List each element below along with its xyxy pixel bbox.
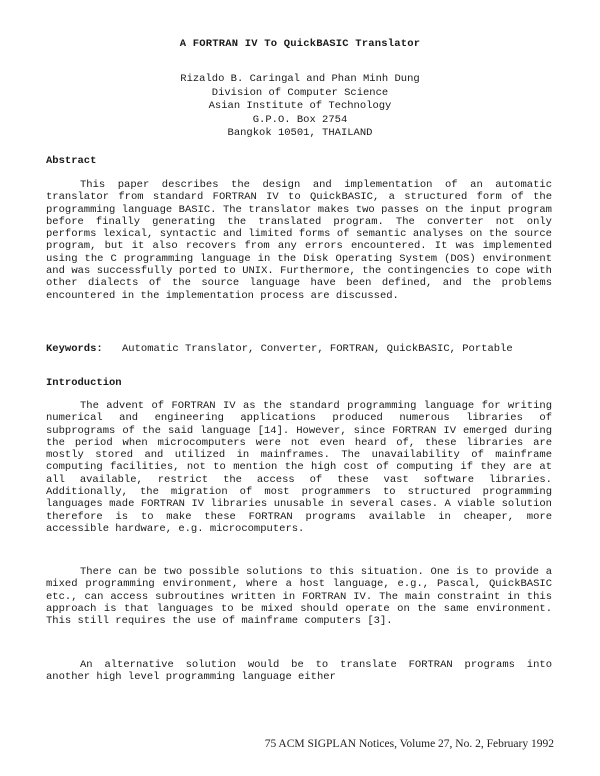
author-division: Division of Computer Science (211, 86, 389, 99)
abstract-heading: Abstract (46, 155, 97, 167)
author-names: Rizaldo B. Caringal and Phan Minh Dung (180, 73, 420, 85)
abstract-text: This paper describes the design and implementation of an automatic translator from standard FORTRAN IV to QuickBASIC, a structured form of the programming language BASIC. The translator makes two passes on the input program before finally generating the translated program. The converter not only performs lexical, syntactic and limited forms of semantic analyses on the source program, but it also recovers from any errors encountered. It was implemented using the C programming language in the Disk Operating System (DOS) environment and was successfully ported to UNIX. Furthermore, the contingencies to cope with other dialects of the source language have been defined, and the problems encountered in the implementation process are discussed. (46, 179, 552, 302)
intro-paragraph-text: There can be two possible solutions to this situation. One is to provide a mixed programming environment, where a host language, e.g., Pascal, QuickBASIC etc., can access subroutines written in FORTRAN IV. The main constraint in this approach is that languages to be mixed should operate on the same environment. This still requires the use of mainframe computers [3]. (46, 566, 552, 628)
keywords-list: Automatic Translator, Converter, FORTRAN, QuickBASIC, Portable (122, 343, 513, 355)
intro-paragraph-3 (46, 659, 552, 684)
abstract-body (46, 179, 552, 302)
author-block (0, 73, 600, 141)
paper-title: A FORTRAN IV To QuickBASIC Translator (179, 38, 421, 50)
intro-paragraph-text: An alternative solution would be to translate FORTRAN programs into another high level programming language either (46, 659, 552, 684)
author-city: Bangkok 10501, THAILAND (227, 127, 373, 139)
keywords-label: Keywords: (46, 343, 103, 355)
intro-paragraph-text: The advent of FORTRAN IV as the standard programming language for writing numerical and engineering applications produced numerous libraries of subprograms of the said language [14]. However, since FORTRAN IV emerged during the period when microcomputers were not even heard of, these libraries are mostly stored and utilized in mainframes. The unavailability of mainframe computing facilities, not to mention the high cost of computing if they are at all available, restrict the access of these vast software libraries. Additionally, the migration of most programmers to structured programming languages made FORTRAN IV libraries unusable in several cases. A viable solution therefore is to make these FORTRAN programs available in cheaper, more accessible hardware, e.g. microcomputers. (46, 400, 552, 535)
intro-paragraph-2 (46, 566, 552, 627)
intro-paragraph-1 (46, 400, 552, 535)
author-box: G.P.O. Box 2754 (252, 113, 348, 126)
author-institute: Asian Institute of Technology (208, 100, 392, 112)
introduction-heading: Introduction (46, 377, 122, 389)
page-footer: 75 ACM SIGPLAN Notices, Volume 27, No. 2, February 1992 (264, 738, 554, 750)
